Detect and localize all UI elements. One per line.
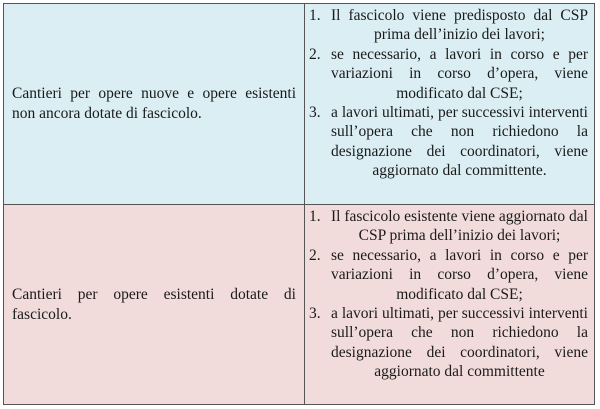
fascicolo-table xyxy=(3,3,595,405)
item-number: 3. xyxy=(309,305,321,323)
item-text: a lavori ultimati, per successivi interventi sull’opera che non richiedono la designazione dei coordinatori, viene aggiornato dal committente xyxy=(331,305,588,381)
item-number: 1. xyxy=(309,208,321,225)
item-text: se necessario, a lavori in corso e per variazioni in corso d’opera, viene modificato dal CSE; xyxy=(331,246,588,303)
row2-description: Cantieri per opere esistenti dotate di fascicolo. xyxy=(12,285,296,323)
row2-list xyxy=(309,207,588,382)
list-item xyxy=(309,6,588,45)
item-number: 3. xyxy=(309,104,321,122)
item-text: Il fascicolo esistente viene aggiornato dal CSP prima dell’inizio dei lavori; xyxy=(331,208,588,245)
list-item xyxy=(309,304,588,382)
item-text: Il fascicolo viene predisposto dal CSP prima dell’inizio dei lavori; xyxy=(331,7,588,44)
list-item xyxy=(309,246,588,304)
list-item xyxy=(309,207,588,246)
item-text: a lavori ultimati, per successivi interventi sull’opera che non richiedono la designazione dei coordinatori, viene aggiornato dal committente. xyxy=(331,104,588,180)
row1-right-cell xyxy=(305,4,594,204)
item-number: 2. xyxy=(309,246,321,264)
row1-list xyxy=(309,6,588,181)
item-text: se necessario, a lavori in corso e per variazioni in corso d’opera, viene modificato dal CSE; xyxy=(331,45,588,102)
row2-right-cell xyxy=(305,204,594,404)
item-number: 2. xyxy=(309,45,321,63)
list-item xyxy=(309,103,588,181)
item-number: 1. xyxy=(309,7,321,24)
list-item xyxy=(309,45,588,103)
row1-description: Cantieri per opere nuove e opere esistenti non ancora dotate di fascicolo. xyxy=(12,85,296,122)
row2-left-cell xyxy=(4,204,305,404)
row1-left-cell xyxy=(4,4,305,204)
